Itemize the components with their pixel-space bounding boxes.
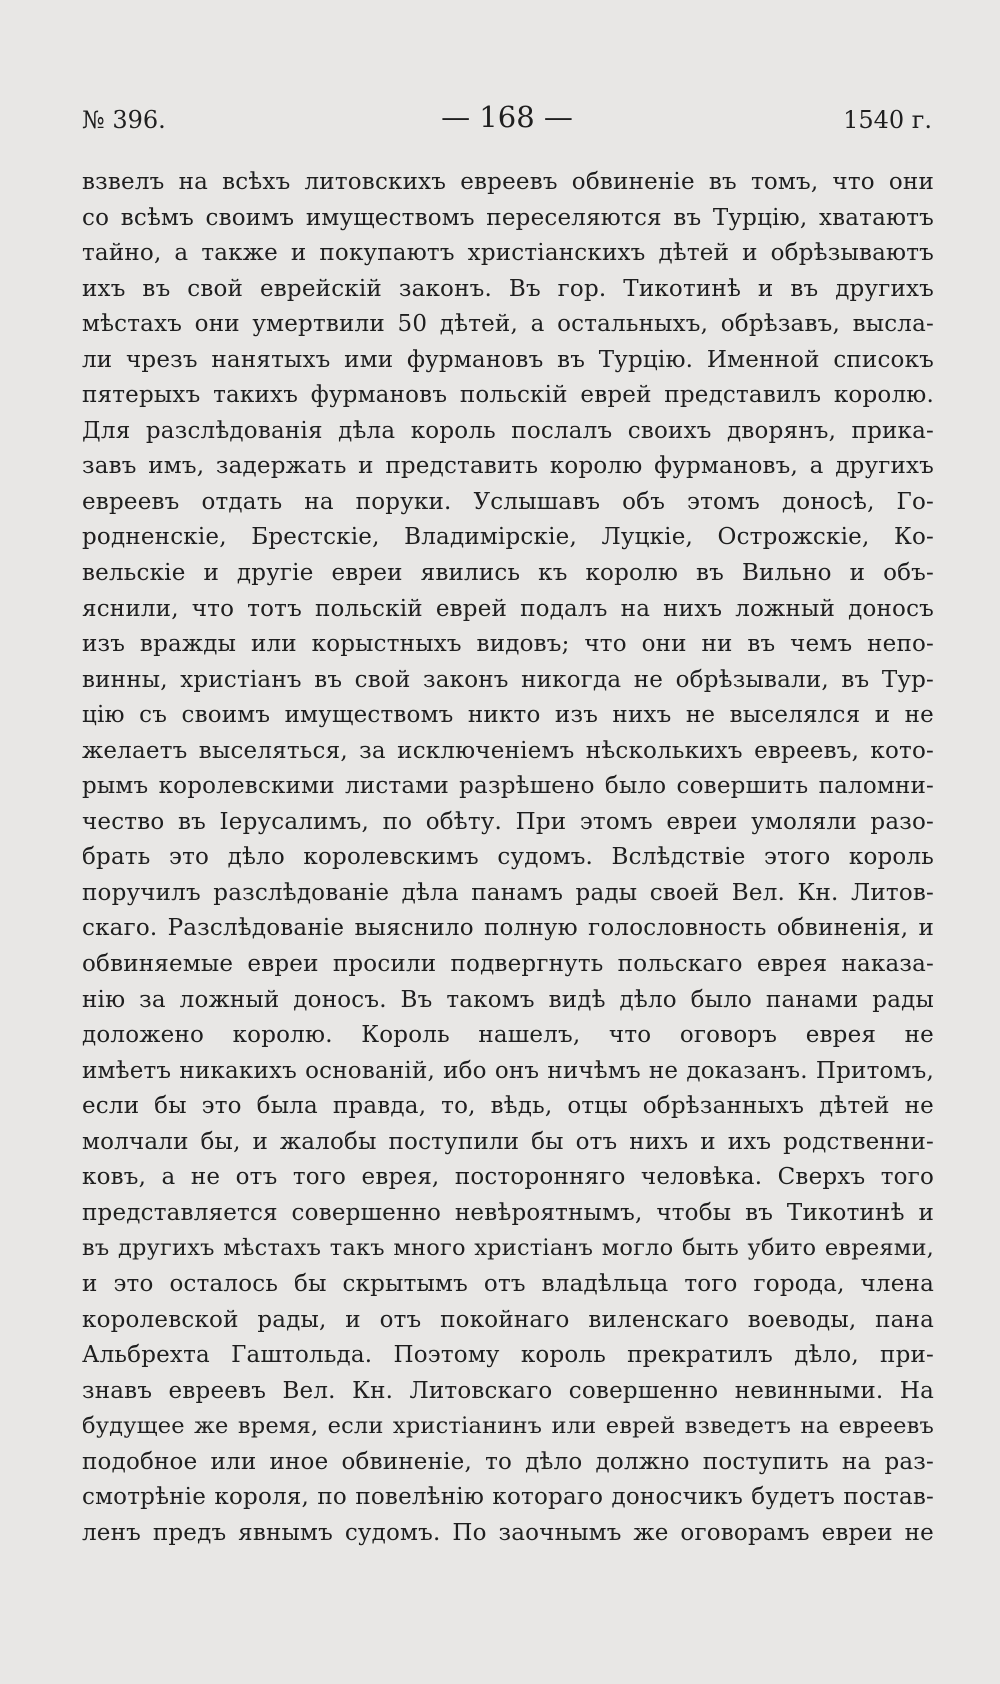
text-line: желаетъ выселяться, за исключеніемъ нѣсколькихъ евреевъ, кото- (82, 737, 934, 764)
text-line: смотрѣніе короля, по повелѣнію котораго доносчикъ будетъ постав- (82, 1484, 934, 1511)
text-line: Для разслѣдованія дѣла король послалъ своихъ дворянъ, прика- (82, 417, 934, 444)
text-line: изъ вражды или корыстныхъ видовъ; что они ни въ чемъ непо- (82, 631, 934, 658)
year: 1540 г. (843, 106, 932, 134)
text-line: и это осталось бы скрытымъ отъ владѣльца того города, члена (82, 1270, 934, 1297)
text-line: брать это дѣло королевскимъ судомъ. Вслѣдствіе этого король (82, 844, 934, 871)
text-line: яснили, что тотъ польскій еврей подалъ на нихъ ложный доносъ (82, 595, 934, 622)
text-line: подобное или иное обвиненіе, то дѣло должно поступить на раз- (82, 1448, 934, 1475)
text-line: знавъ евреевъ Вел. Кн. Литовскаго совершенно невинными. На (82, 1377, 934, 1404)
text-line: ихъ въ свой еврейскій законъ. Въ гор. Тикотинѣ и въ другихъ (82, 275, 934, 302)
text-line: рымъ королевскими листами разрѣшено было совершить паломни- (82, 773, 934, 800)
text-line: если бы это была правда, то, вѣдь, отцы обрѣзанныхъ дѣтей не (82, 1093, 934, 1120)
document-number: № 396. (82, 106, 166, 134)
text-line: евреевъ отдать на поруки. Услышавъ объ этомъ доносѣ, Го- (82, 488, 934, 515)
text-line: чество въ Іерусалимъ, по обѣту. При этомъ евреи умоляли разо- (82, 808, 934, 835)
text-line: родненскіе, Брестскіе, Владимірскіе, Луцкіе, Острожскіе, Ко- (82, 524, 934, 551)
text-line: доложено королю. Король нашелъ, что оговоръ еврея не (82, 1022, 934, 1049)
text-line: ковъ, а не отъ того еврея, посторонняго человѣка. Сверхъ того (82, 1164, 934, 1191)
text-line: мѣстахъ они умертвили 50 дѣтей, а остальныхъ, обрѣзавъ, высла- (82, 311, 934, 338)
text-line: Альбрехта Гаштольда. Поэтому король прекратилъ дѣло, при- (82, 1342, 934, 1369)
page-number: — 168 — (441, 100, 573, 134)
text-line: королевской рады, и отъ покойнаго виленскаго воеводы, пана (82, 1306, 934, 1333)
text-line: поручилъ разслѣдованіе дѣла панамъ рады своей Вел. Кн. Литов- (82, 879, 934, 906)
text-line: въ другихъ мѣстахъ такъ много христіанъ могло быть убито евреями, (82, 1235, 934, 1262)
text-line: обвиняемые евреи просили подвергнуть польскаго еврея наказа- (82, 951, 934, 978)
text-line: ленъ предъ явнымъ судомъ. По заочнымъ же оговорамъ евреи не (82, 1519, 934, 1546)
text-line: будущее же время, если христіанинъ или еврей взведетъ на евреевъ (82, 1413, 934, 1440)
text-line: вельскіе и другіе евреи явились къ королю въ Вильно и объ- (82, 560, 934, 587)
text-line: скаго. Разслѣдованіе выяснило полную голословность обвиненія, и (82, 915, 934, 942)
text-line: представляется совершенно невѣроятнымъ, чтобы въ Тикотинѣ и (82, 1199, 934, 1226)
page-header (82, 100, 932, 140)
text-line: имѣетъ никакихъ основаній, ибо онъ ничѣмъ не доказанъ. Притомъ, (82, 1057, 934, 1084)
text-line: винны, христіанъ въ свой законъ никогда не обрѣзывали, въ Тур- (82, 666, 934, 693)
body-text (82, 165, 934, 1551)
text-line: взвелъ на всѣхъ литовскихъ евреевъ обвиненіе въ томъ, что они (82, 169, 934, 195)
text-line: цію съ своимъ имуществомъ никто изъ нихъ не выселялся и не (82, 702, 934, 729)
text-line: ли чрезъ нанятыхъ ими фурмановъ въ Турцію. Именной списокъ (82, 346, 934, 373)
text-line: тайно, а также и покупаютъ христіанскихъ дѣтей и обрѣзываютъ (82, 240, 934, 267)
text-line: молчали бы, и жалобы поступили бы отъ нихъ и ихъ родственни- (82, 1128, 934, 1155)
text-line: завъ имъ, задержать и представить королю фурмановъ, а другихъ (82, 453, 934, 480)
text-line: со всѣмъ своимъ имуществомъ переселяются въ Турцію, хватаютъ (82, 204, 934, 231)
text-line: нію за ложный доносъ. Въ такомъ видѣ дѣло было панами рады (82, 986, 934, 1013)
text-line: пятерыхъ такихъ фурмановъ польскій еврей представилъ королю. (82, 382, 934, 409)
